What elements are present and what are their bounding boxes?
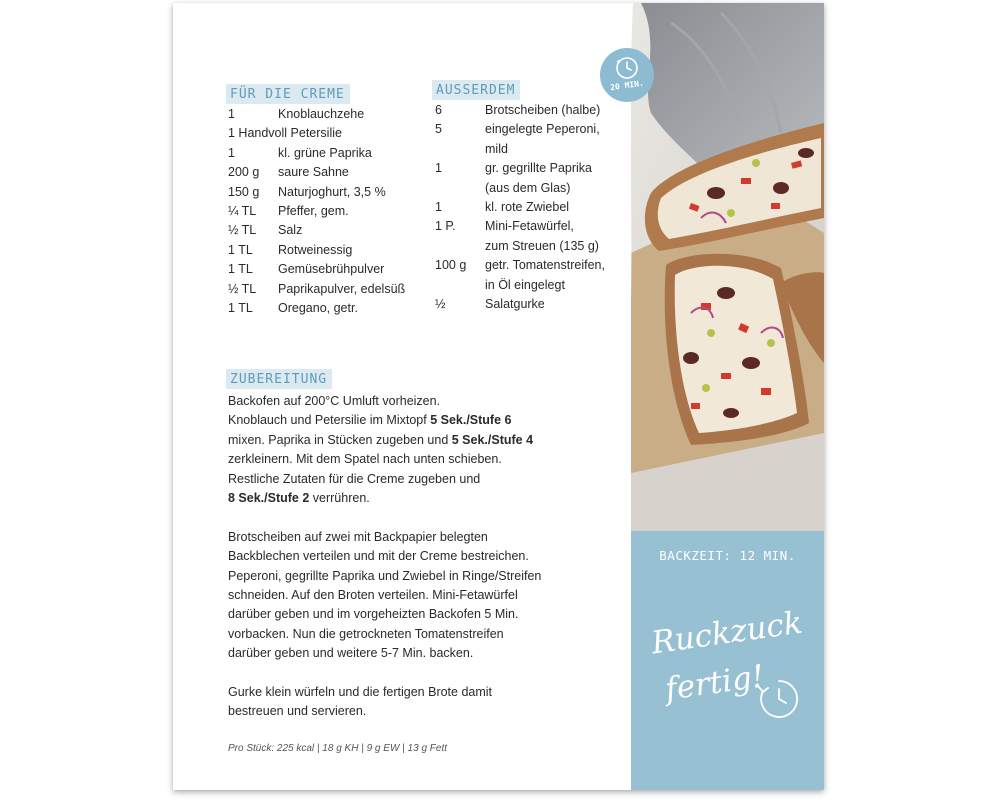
ingredient-quantity: 1 TL (228, 242, 253, 257)
ingredient-name-line: Mini-Fetawürfel, (485, 219, 574, 234)
prep-setting: 5 Sek./Stufe 4 (451, 432, 534, 447)
ausserdem-ingredient-row (435, 198, 625, 217)
script-line-1: Ruckzuck (649, 604, 805, 662)
ingredient-quantity: 1 TL (228, 301, 253, 316)
ingredient-name-line: Salatgurke (485, 297, 545, 312)
prep-time-badge (600, 48, 654, 102)
ausserdem-ingredient-row (435, 120, 625, 159)
ingredient-quantity: 1 P. (435, 219, 456, 234)
ingredient-name (485, 295, 545, 314)
ausserdem-ingredient-list (435, 101, 625, 314)
ingredient-name-line: (aus dem Glas) (485, 180, 571, 195)
ingredient-quantity: ¼ TL (228, 204, 257, 219)
script-line-2: fertig! (662, 658, 767, 708)
prep-paragraph-3 (228, 683, 568, 722)
pizza-bread-illustration (631, 3, 824, 531)
prep-line: bestreuen und servieren. (228, 704, 367, 719)
creme-ingredient-list (228, 105, 428, 318)
prep-line: zerkleinern. Mit dem Spatel nach unten schieben. (228, 452, 502, 467)
clock-icon (600, 48, 654, 102)
prep-setting: 8 Sek./Stufe 2 (228, 491, 310, 506)
ingredient-name: saure Sahne (278, 165, 349, 180)
prep-line: darüber geben und im vorgeheizten Backofen 5 Min. (228, 607, 519, 622)
clock-icon (755, 675, 803, 723)
ingredient-name (485, 217, 599, 256)
ingredient-name: Salz (278, 223, 303, 238)
ausserdem-heading: AUSSERDEM (432, 80, 520, 100)
ingredient-name (485, 198, 569, 217)
ingredient-quantity: 1 (435, 200, 442, 215)
ingredient-quantity: 1 (435, 161, 442, 176)
ingredient-name-line: getr. Tomatenstreifen, (485, 258, 605, 273)
ingredient-name: Rotweinessig (278, 242, 353, 257)
creme-ingredient-row (228, 299, 428, 318)
ingredient-name: Pfeffer, gem. (278, 204, 349, 219)
creme-ingredient-row (228, 144, 428, 163)
creme-ingredient-row (228, 241, 428, 260)
prep-line: Peperoni, gegrillte Paprika und Zwiebel in Ringe/Streifen (228, 568, 542, 583)
ingredient-name (485, 256, 605, 295)
ingredient-quantity: 200 g (228, 165, 260, 180)
ingredient-name-line: zum Streuen (135 g) (485, 238, 599, 253)
prep-line: Restliche Zutaten für die Creme zugeben und (228, 471, 481, 486)
prep-line: mixen. Paprika in Stücken zugeben und (228, 432, 452, 447)
ingredient-quantity: 5 (435, 122, 442, 137)
prep-paragraph-2 (228, 528, 568, 664)
preparation-text (228, 392, 568, 741)
ingredient-quantity: 1 (228, 107, 235, 121)
creme-ingredient-row (228, 260, 428, 279)
prep-line: Backofen auf 200°C Umluft vorheizen. (228, 394, 441, 408)
prep-line: darüber geben und weitere 5-7 Min. backen. (228, 646, 474, 661)
creme-ingredient-row (228, 221, 428, 240)
ingredient-name-line: mild (485, 141, 508, 156)
ingredient-name-line: Brotscheiben (halbe) (485, 103, 601, 117)
ingredient-name-line: in Öl eingelegt (485, 277, 565, 292)
ingredient-name: kl. grüne Paprika (278, 145, 372, 160)
ingredient-quantity: ½ TL (228, 223, 257, 238)
ingredient-name: Paprikapulver, edelsüß (278, 281, 406, 296)
ingredient-name: Oregano, getr. (278, 301, 358, 316)
creme-ingredient-row (228, 183, 428, 202)
creme-ingredient-row (228, 202, 428, 221)
prep-line: Backblechen verteilen und mit der Creme bestreichen. (228, 549, 529, 564)
ingredient-quantity: 100 g (435, 258, 467, 273)
bake-time-label: BACKZEIT: 12 MIN. (659, 548, 796, 563)
ingredient-name-line: kl. rote Zwiebel (485, 200, 570, 215)
prep-time-label: 20 MIN. (609, 78, 645, 93)
prep-line: Gurke klein würfeln und die fertigen Brote damit (228, 685, 493, 700)
prep-setting: 5 Sek./Stufe 6 (430, 413, 512, 428)
recipe-photo (631, 3, 824, 531)
prep-line: Knoblauch und Petersilie im Mixtopf (228, 413, 431, 428)
ausserdem-ingredient-row (435, 101, 625, 120)
ingredient-quantity: 1 (228, 145, 235, 160)
ausserdem-ingredient-row (435, 295, 625, 314)
ingredient-name (485, 120, 600, 159)
creme-ingredient-row (228, 163, 428, 182)
ingredient-name-line: gr. gegrillte Paprika (485, 161, 593, 176)
ingredient-name-line: eingelegte Peperoni, (485, 122, 600, 137)
ausserdem-ingredient-row (435, 256, 625, 295)
creme-heading: FÜR DIE CREME (226, 84, 350, 104)
ingredient-name: Gemüsebrühpulver (278, 262, 385, 277)
ingredient-quantity: ½ (435, 297, 446, 312)
prep-line: vorbacken. Nun die getrockneten Tomatenstreifen (228, 626, 504, 641)
ausserdem-ingredient-row (435, 159, 625, 198)
ingredient-quantity: 150 g (228, 184, 260, 199)
nutrition-info: Pro Stück: 225 kcal | 18 g KH | 9 g EW | 13 g Fett (228, 743, 448, 754)
creme-ingredient-row (228, 280, 428, 299)
ingredient-name (485, 101, 600, 120)
prep-line: schneiden. Auf den Broten verteilen. Mini-Fetawürfel (228, 588, 518, 603)
ingredient-quantity: 1 TL (228, 262, 253, 277)
creme-ingredient-row (228, 124, 428, 143)
prep-line: verrühren. (309, 491, 370, 506)
recipe-page (173, 3, 824, 790)
prep-paragraph-1 (228, 392, 568, 508)
zubereitung-heading: ZUBEREITUNG (226, 369, 332, 389)
ruckzuck-fertig-lettering (651, 603, 821, 733)
creme-ingredient-row (228, 105, 428, 124)
ingredient-name: Knoblauchzehe (278, 107, 365, 121)
ingredient-text: 1 Handvoll Petersilie (228, 126, 342, 141)
prep-line: Brotscheiben auf zwei mit Backpapier belegten (228, 529, 488, 544)
wavy-edge-decoration (621, 3, 641, 790)
ingredient-name (485, 159, 592, 198)
ingredient-quantity: 6 (435, 103, 442, 117)
ingredient-quantity: ½ TL (228, 281, 257, 296)
ausserdem-ingredient-row (435, 217, 625, 256)
ingredient-name: Naturjoghurt, 3,5 % (278, 184, 386, 199)
